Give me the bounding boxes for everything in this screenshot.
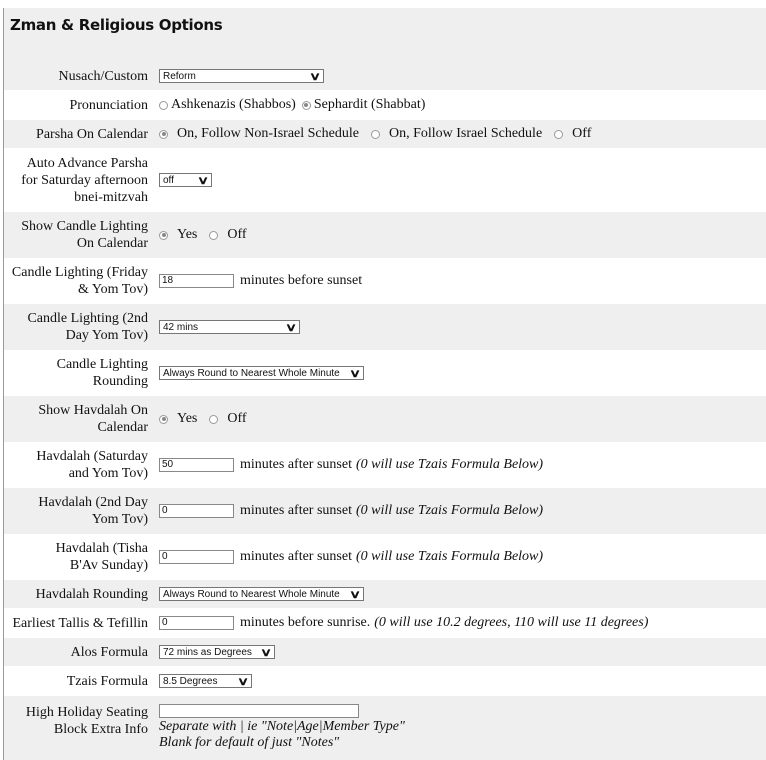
option-row-havdalah-tisha-bav xyxy=(4,534,766,580)
option-label: Auto Advance Parsha for Saturday afternoon bnei-mitzvah xyxy=(21,155,148,205)
input-hint: (0 will use Tzais Formula Below) xyxy=(355,549,544,564)
option-row-havdalah-saturday xyxy=(4,442,766,488)
option-row-earliest-tallis xyxy=(4,608,766,638)
radio-label: Yes xyxy=(177,411,198,426)
option-label-wrap xyxy=(4,97,159,114)
option-control xyxy=(159,69,324,83)
option-label-wrap xyxy=(4,586,159,603)
option-label-wrap xyxy=(4,494,159,528)
pronunciation-radio-0[interactable] xyxy=(159,97,296,113)
option-label: Earliest Tallis & Tefillin xyxy=(12,615,148,631)
option-control xyxy=(159,615,648,631)
option-control xyxy=(159,503,543,519)
pronunciation-radio-1[interactable] xyxy=(302,97,426,113)
option-label: Show Candle Lighting On Calendar xyxy=(21,219,148,251)
option-row-alos-formula xyxy=(4,638,766,666)
radio-checked-icon[interactable] xyxy=(159,231,168,240)
chevron-down-icon: ∨ xyxy=(236,675,250,688)
option-control xyxy=(159,227,259,243)
chevron-down-icon: ∨ xyxy=(196,174,210,187)
tzais-formula-select[interactable] xyxy=(159,674,252,688)
option-row-auto-advance-parsha xyxy=(4,148,766,212)
radio-unchecked-icon[interactable] xyxy=(159,101,168,110)
option-label: Havdalah (2nd Day Yom Tov) xyxy=(38,495,148,527)
havdalah-2nd-day-input[interactable]: 0 xyxy=(159,504,234,518)
candle-lighting-friday-input[interactable]: 18 xyxy=(159,274,234,288)
select-value: 72 mins as Degrees xyxy=(163,646,252,658)
radio-label: Ashkenazis (Shabbos) xyxy=(171,97,296,112)
option-control xyxy=(159,704,405,751)
auto-advance-parsha-select[interactable] xyxy=(159,173,212,187)
select-value: Reform xyxy=(163,70,196,82)
option-label-wrap xyxy=(4,126,159,143)
radio-checked-icon[interactable] xyxy=(302,101,311,110)
parsha-on-calendar-radio-1[interactable] xyxy=(371,126,542,142)
radio-label: On, Follow Non-Israel Schedule xyxy=(177,126,359,141)
option-label: Candle Lighting Rounding xyxy=(56,357,148,389)
radio-checked-icon[interactable] xyxy=(159,130,168,139)
input-suffix: minutes before sunrise. xyxy=(240,615,371,630)
option-label: Nusach/Custom xyxy=(58,68,148,84)
radio-label: Off xyxy=(572,126,592,141)
option-row-pronunciation xyxy=(4,90,766,120)
input-hint: (0 will use Tzais Formula Below) xyxy=(355,503,544,518)
option-label: Show Havdalah On Calendar xyxy=(38,403,148,435)
radio-unchecked-icon[interactable] xyxy=(209,231,218,240)
chevron-down-icon: ∨ xyxy=(284,321,298,334)
option-control xyxy=(159,645,275,659)
option-row-candle-lighting-friday xyxy=(4,258,766,304)
option-control xyxy=(159,457,543,473)
option-row-nusach xyxy=(4,62,766,90)
radio-label: Off xyxy=(227,227,247,242)
option-label: Candle Lighting (2nd Day Yom Tov) xyxy=(27,311,148,343)
option-control xyxy=(159,97,431,113)
option-label-wrap xyxy=(4,673,159,690)
option-label: Havdalah (Saturday and Yom Tov) xyxy=(36,449,148,481)
select-value: Always Round to Nearest Whole Minute xyxy=(163,588,340,600)
option-label: Tzais Formula xyxy=(66,673,148,689)
option-label-wrap xyxy=(4,448,159,482)
option-row-candle-lighting-2nd-day xyxy=(4,304,766,350)
option-label-wrap xyxy=(4,402,159,436)
option-row-high-holiday-seating xyxy=(4,696,766,760)
option-label: Alos Formula xyxy=(70,644,148,660)
show-candle-lighting-radio-0[interactable] xyxy=(159,227,197,243)
section-title: Zman & Religious Options xyxy=(10,16,223,34)
option-row-show-candle-lighting xyxy=(4,212,766,258)
option-label-wrap xyxy=(4,356,159,390)
select-value: off xyxy=(163,174,174,186)
option-label-wrap xyxy=(4,540,159,574)
radio-label: On, Follow Israel Schedule xyxy=(388,126,543,141)
option-control xyxy=(159,320,300,334)
chevron-down-icon: ∨ xyxy=(308,70,322,83)
chevron-down-icon: ∨ xyxy=(348,367,362,380)
earliest-tallis-input[interactable]: 0 xyxy=(159,616,234,630)
nusach-select[interactable] xyxy=(159,69,324,83)
option-control xyxy=(159,587,364,601)
select-value: 8.5 Degrees xyxy=(163,675,218,687)
info-stack xyxy=(159,704,405,751)
parsha-on-calendar-radio-2[interactable] xyxy=(554,126,591,142)
high-holiday-seating-input[interactable] xyxy=(159,704,359,718)
option-label: High Holiday Seating Block Extra Info xyxy=(25,705,148,737)
option-label: Parsha On Calendar xyxy=(36,126,148,142)
input-suffix: minutes after sunset xyxy=(240,549,352,564)
chevron-down-icon: ∨ xyxy=(348,588,362,601)
show-candle-lighting-radio-1[interactable] xyxy=(209,227,246,243)
radio-label: Yes xyxy=(177,227,198,242)
radio-label: Off xyxy=(227,411,247,426)
option-control xyxy=(159,674,252,688)
input-hint: Separate with | ie "Note|Age|Member Type" xyxy=(159,719,405,734)
option-label: Candle Lighting (Friday & Yom Tov) xyxy=(11,265,148,297)
option-label-wrap xyxy=(4,155,159,206)
havdalah-rounding-select[interactable] xyxy=(159,587,364,601)
option-label: Havdalah (Tisha B'Av Sunday) xyxy=(55,541,148,573)
option-label: Pronunciation xyxy=(69,97,148,113)
input-suffix: minutes after sunset xyxy=(240,503,352,518)
havdalah-saturday-input[interactable]: 50 xyxy=(159,458,234,472)
show-havdalah-radio-1[interactable] xyxy=(209,411,246,427)
options-form xyxy=(4,62,766,760)
input-hint: (0 will use Tzais Formula Below) xyxy=(355,457,544,472)
option-row-havdalah-rounding xyxy=(4,580,766,608)
input-hint: (0 will use 10.2 degrees, 110 will use 11 degrees) xyxy=(374,615,649,630)
show-havdalah-radio-0[interactable] xyxy=(159,411,197,427)
option-row-candle-lighting-rounding xyxy=(4,350,766,396)
radio-unchecked-icon[interactable] xyxy=(209,415,218,424)
option-control xyxy=(159,273,362,289)
option-label-wrap xyxy=(4,644,159,661)
option-control xyxy=(159,126,603,142)
input-hint: Blank for default of just "Notes" xyxy=(159,735,340,750)
option-label-wrap xyxy=(4,218,159,252)
option-label-wrap xyxy=(4,310,159,344)
option-control xyxy=(159,366,364,380)
input-suffix: minutes before sunset xyxy=(240,273,363,288)
option-label-wrap xyxy=(4,704,159,738)
option-label-wrap xyxy=(4,264,159,298)
radio-checked-icon[interactable] xyxy=(159,415,168,424)
option-row-parsha-on-calendar xyxy=(4,120,766,148)
radio-label: Sephardit (Shabbat) xyxy=(313,97,426,112)
havdalah-tisha-bav-input[interactable]: 0 xyxy=(159,550,234,564)
option-control xyxy=(159,549,543,565)
radio-unchecked-icon[interactable] xyxy=(554,130,563,139)
option-control xyxy=(159,173,212,187)
option-row-show-havdalah xyxy=(4,396,766,442)
option-row-havdalah-2nd-day xyxy=(4,488,766,534)
option-label-wrap xyxy=(4,68,159,85)
radio-unchecked-icon[interactable] xyxy=(371,130,380,139)
candle-lighting-2nd-day-select[interactable] xyxy=(159,320,300,334)
chevron-down-icon: ∨ xyxy=(259,646,273,659)
select-value: 42 mins xyxy=(163,321,199,333)
option-control xyxy=(159,411,259,427)
zman-options-panel xyxy=(3,8,766,760)
option-label-wrap xyxy=(4,615,159,632)
select-value: Always Round to Nearest Whole Minute xyxy=(163,367,340,379)
candle-lighting-rounding-select[interactable] xyxy=(159,366,364,380)
alos-formula-select[interactable] xyxy=(159,645,275,659)
parsha-on-calendar-radio-0[interactable] xyxy=(159,126,359,142)
option-label: Havdalah Rounding xyxy=(35,586,148,602)
option-row-tzais-formula xyxy=(4,666,766,696)
input-suffix: minutes after sunset xyxy=(240,457,352,472)
